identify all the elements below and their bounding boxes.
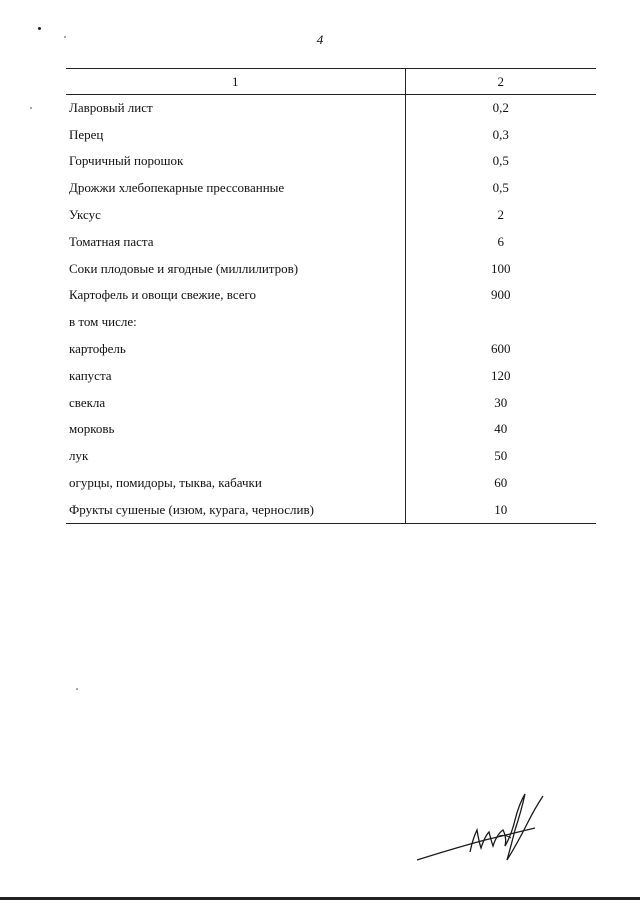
product-value: 10 bbox=[405, 496, 596, 523]
table-row bbox=[66, 255, 596, 282]
table-row bbox=[66, 121, 596, 148]
product-name: Соки плодовые и ягодные (миллилитров) bbox=[69, 260, 299, 276]
product-name: капуста bbox=[69, 367, 112, 383]
handwritten-signature bbox=[415, 790, 555, 870]
product-value: 2 bbox=[405, 202, 596, 229]
table-row bbox=[66, 148, 596, 175]
table-row bbox=[66, 336, 596, 363]
scan-bottom-edge bbox=[0, 897, 640, 900]
scan-speck bbox=[38, 27, 41, 30]
column-header-1: 1 bbox=[66, 69, 405, 95]
product-name: Фрукты сушеные (изюм, курага, чернослив) bbox=[66, 496, 405, 523]
product-value: 0,5 bbox=[405, 148, 596, 175]
product-name: морковь bbox=[69, 421, 115, 437]
product-name: Уксус bbox=[69, 207, 101, 223]
product-value: 0,2 bbox=[405, 95, 596, 122]
scan-speck bbox=[30, 107, 32, 109]
product-value: 0,5 bbox=[405, 175, 596, 202]
table-row bbox=[66, 282, 596, 309]
product-name: Горчичный порошок bbox=[69, 153, 184, 169]
product-name: в том числе: bbox=[69, 314, 137, 330]
product-name: огурцы, помидоры, тыква, кабачки bbox=[69, 475, 262, 491]
product-value bbox=[405, 309, 596, 336]
product-value: 60 bbox=[405, 470, 596, 497]
product-value: 600 bbox=[405, 336, 596, 363]
page-number: 4 bbox=[316, 32, 324, 47]
product-value: 900 bbox=[405, 282, 596, 309]
table-row bbox=[66, 228, 596, 255]
product-name: Томатная паста bbox=[69, 233, 154, 249]
product-value: 100 bbox=[405, 255, 596, 282]
column-header-2: 2 bbox=[405, 69, 596, 95]
table-header-row bbox=[66, 69, 596, 95]
product-value: 50 bbox=[405, 443, 596, 470]
product-value: 40 bbox=[405, 416, 596, 443]
table-row bbox=[66, 309, 596, 336]
table-row bbox=[66, 95, 596, 122]
table-row bbox=[66, 470, 596, 497]
product-name: Картофель и овощи свежие, всего bbox=[69, 287, 257, 303]
norms-table bbox=[66, 68, 596, 524]
product-name: Лавровый лист bbox=[69, 100, 153, 116]
table-row bbox=[66, 175, 596, 202]
table-row bbox=[66, 362, 596, 389]
product-name: картофель bbox=[69, 341, 126, 357]
table-row bbox=[66, 389, 596, 416]
product-value: 0,3 bbox=[405, 121, 596, 148]
product-value: 120 bbox=[405, 362, 596, 389]
scan-speck bbox=[64, 36, 66, 38]
product-name: Дрожжи хлебопекарные прессованные bbox=[69, 180, 285, 196]
product-name: лук bbox=[69, 448, 89, 464]
product-name: Перец bbox=[69, 126, 104, 142]
product-value: 6 bbox=[405, 228, 596, 255]
product-name: свекла bbox=[69, 394, 106, 410]
table-row bbox=[66, 443, 596, 470]
table-row bbox=[66, 202, 596, 229]
table-row bbox=[66, 416, 596, 443]
product-value: 30 bbox=[405, 389, 596, 416]
scan-speck bbox=[76, 688, 78, 690]
table-row bbox=[66, 496, 596, 523]
